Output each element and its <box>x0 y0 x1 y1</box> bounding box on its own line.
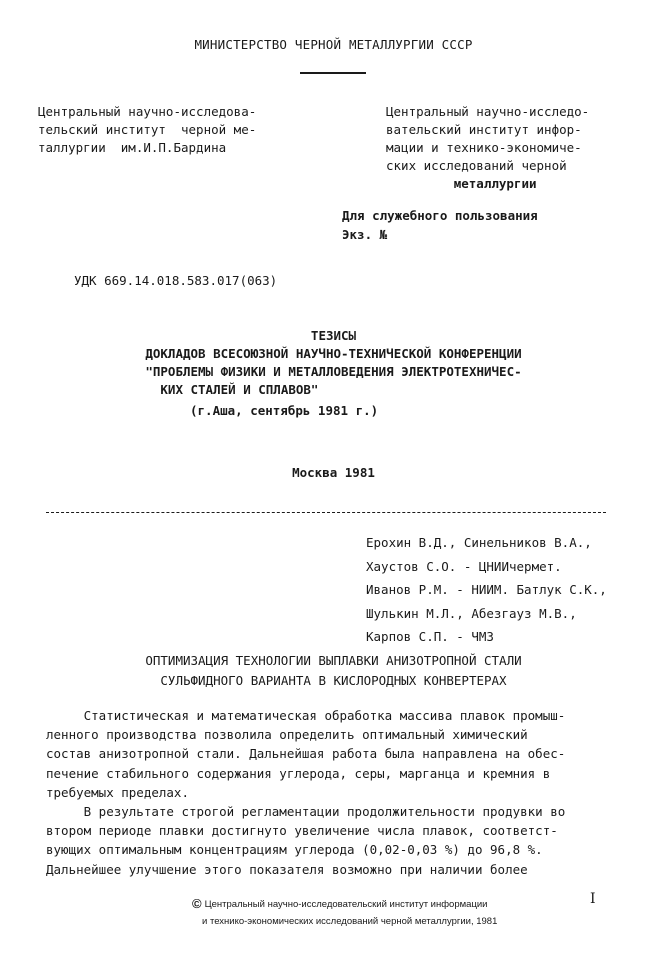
conference-title-line: "ПРОБЛЕМЫ ФИЗИКИ И МЕТАЛЛОВЕДЕНИЯ ЭЛЕКТРОТЕХНИЧЕС- <box>145 364 522 379</box>
author-line: Ерохин В.Д., Синельников В.А., <box>366 535 592 550</box>
body-line: требуемых пределах. <box>46 784 189 800</box>
authors-list <box>366 531 607 649</box>
city-year: Москва 1981 <box>292 465 375 480</box>
institute-left-line: таллургии им.И.П.Бардина <box>38 140 227 155</box>
copy-number-label: Экз. № <box>342 227 388 242</box>
section-divider <box>46 512 606 513</box>
institute-right-line: Центральный научно-исследо- <box>386 104 590 119</box>
institute-right-line: мации и технико-экономиче- <box>386 140 582 155</box>
page-number: I <box>590 891 596 907</box>
institute-right-line: металлургии <box>386 176 537 191</box>
conference-title-line: ДОКЛАДОВ ВСЕСОЮЗНОЙ НАУЧНО-ТЕХНИЧЕСКОЙ КОНФЕРЕНЦИИ <box>145 346 522 361</box>
footer-line-2: и технико-экономических исследований черной металлургии, 1981 <box>202 916 498 927</box>
institute-right <box>386 103 589 193</box>
udk-code: УДК 669.14.018.583.017(063) <box>74 273 278 288</box>
author-line: Шулькин М.Л., Абезгауз М.В., <box>366 605 577 621</box>
author-line: Карпов С.П. - ЧМЗ <box>366 629 494 644</box>
institute-left-line: тельский институт черной ме- <box>38 122 257 137</box>
ministry-heading: МИНИСТЕРСТВО ЧЕРНОЙ МЕТАЛЛУРГИИ СССР <box>194 37 473 52</box>
conference-title-line: ТЕЗИСЫ <box>310 328 357 343</box>
body-line: печение стабильного содержания углерода, серы, марганца и кремния в <box>46 765 551 781</box>
body-line: Статистическая и математическая обработка массива плавок промыш- <box>46 708 566 723</box>
body-line: втором периоде плавки достигнуто увеличение числа плавок, соответст- <box>46 823 558 839</box>
author-line: Хаустов С.О. - ЦНИИчермет. <box>366 558 562 574</box>
institute-left <box>38 103 256 157</box>
institute-left-line: Центральный научно-исследова- <box>38 104 257 119</box>
copyright-footer <box>192 895 497 930</box>
body-line: состав анизотропной стали. Дальнейшая работа была направлена на обес- <box>46 746 566 762</box>
body-text <box>46 706 565 879</box>
article-title-line: ОПТИМИЗАЦИЯ ТЕХНОЛОГИИ ВЫПЛАВКИ АНИЗОТРОПНОЙ СТАЛИ <box>145 653 522 668</box>
article-title-line: СУЛЬФИДНОГО ВАРИАНТА В КИСЛОРОДНЫХ КОНВЕРТЕРАХ <box>160 673 507 688</box>
conference-place-date: (г.Аша, сентябрь 1981 г.) <box>190 403 379 418</box>
body-line: вующих оптимальным концентрациям углерода (0,02-0,03 %) до 96,8 %. <box>46 842 543 858</box>
service-use-label: Для служебного пользования <box>342 208 538 223</box>
institute-right-line: ских исследований черной <box>386 158 567 173</box>
author-line: Иванов Р.М. - НИИМ. Батлук С.К., <box>366 582 607 597</box>
conference-title <box>0 327 667 399</box>
footer-line-1: Центральный научно-исследовательский институт информации <box>204 899 488 910</box>
body-line: ленного производства позволила определить оптимальный химический <box>46 727 528 743</box>
institute-right-line: вательский институт инфор- <box>386 122 582 137</box>
header-divider <box>300 72 366 74</box>
article-title <box>0 651 667 691</box>
body-line: В результате строгой регламентации продолжительности продувки во <box>46 804 566 820</box>
body-line: Дальнейшее улучшение этого показателя возможно при наличии более <box>46 861 528 877</box>
copyright-icon: © <box>192 896 202 911</box>
conference-title-line: КИХ СТАЛЕЙ И СПЛАВОВ" <box>160 382 507 397</box>
